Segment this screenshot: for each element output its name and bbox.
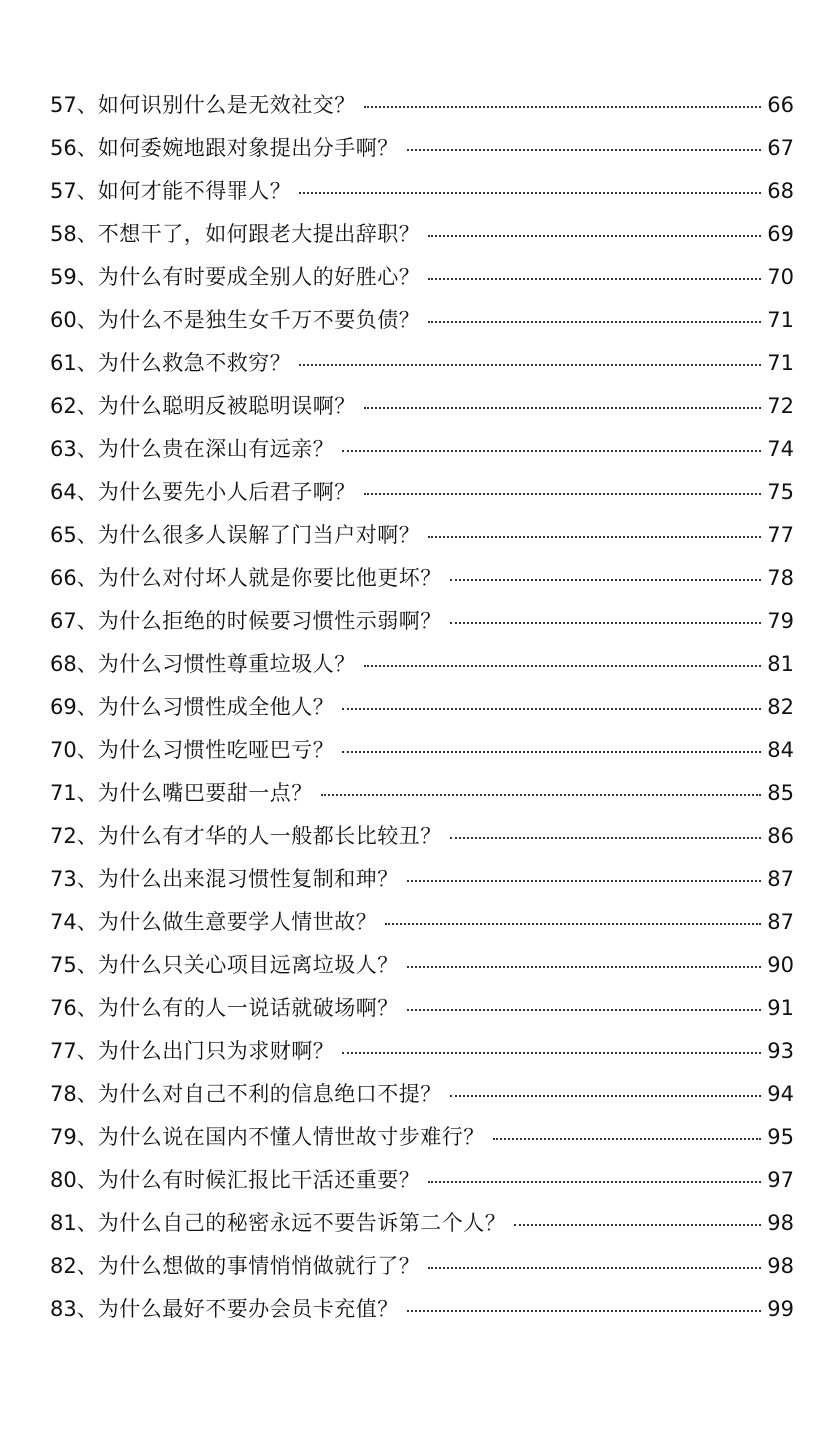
toc-entry[interactable] — [50, 385, 794, 428]
toc-entry[interactable] — [50, 1245, 794, 1288]
toc-entry[interactable] — [50, 471, 794, 514]
toc-entry[interactable] — [50, 600, 794, 643]
toc-entry-number: 80、 — [50, 1168, 98, 1192]
toc-entry-number: 64、 — [50, 480, 98, 504]
toc-entry-number: 66、 — [50, 566, 98, 590]
toc-entry-page-number: 75 — [767, 480, 794, 504]
toc-entry[interactable] — [50, 1288, 794, 1331]
dot-leader — [364, 106, 762, 108]
toc-entry-title: 为什么要先小人后君子啊？ — [97, 480, 356, 504]
dot-leader — [407, 880, 762, 882]
toc-entry-number: 58、 — [50, 222, 98, 246]
toc-entry-number: 62、 — [50, 394, 98, 418]
toc-entry[interactable] — [50, 84, 794, 127]
toc-entry-number: 83、 — [50, 1297, 98, 1321]
toc-entry-title: 为什么自己的秘密永远不要告诉第二个人？ — [97, 1211, 507, 1235]
toc-entry-title: 为什么嘴巴要甜一点？ — [97, 781, 313, 805]
toc-entry-title: 为什么贵在深山有远亲？ — [97, 437, 335, 461]
toc-entry-title: 为什么对自己不利的信息绝口不提？ — [97, 1082, 442, 1106]
toc-entry[interactable] — [50, 428, 794, 471]
toc-entry-number: 57、 — [50, 179, 98, 203]
dot-leader — [407, 149, 762, 151]
toc-entry-page-number: 66 — [767, 93, 794, 117]
toc-entry[interactable] — [50, 901, 794, 944]
toc-entry-page-number: 91 — [767, 996, 794, 1020]
toc-entry-page-number: 98 — [767, 1254, 794, 1278]
dot-leader — [321, 794, 762, 796]
dot-leader — [428, 1181, 761, 1183]
dot-leader — [428, 235, 761, 237]
toc-entry-number: 67、 — [50, 609, 98, 633]
toc-entry[interactable] — [50, 170, 794, 213]
toc-entry-page-number: 74 — [767, 437, 794, 461]
dot-leader — [407, 1310, 762, 1312]
toc-entry[interactable] — [50, 213, 794, 256]
dot-leader — [364, 665, 762, 667]
toc-entry-page-number: 72 — [767, 394, 794, 418]
toc-entry-page-number: 81 — [767, 652, 794, 676]
toc-entry[interactable] — [50, 987, 794, 1030]
toc-entry-number: 79、 — [50, 1125, 98, 1149]
dot-leader — [450, 837, 762, 839]
dot-leader — [428, 321, 761, 323]
toc-entry-number: 69、 — [50, 695, 98, 719]
toc-entry-page-number: 84 — [767, 738, 794, 762]
toc-entry-number: 77、 — [50, 1039, 98, 1063]
toc-entry-title: 为什么对付坏人就是你要比他更坏？ — [97, 566, 442, 590]
toc-entry-page-number: 93 — [767, 1039, 794, 1063]
dot-leader — [407, 966, 762, 968]
toc-entry-number: 70、 — [50, 738, 98, 762]
toc-entry-number: 82、 — [50, 1254, 98, 1278]
toc-entry-page-number: 87 — [767, 910, 794, 934]
toc-entry-page-number: 79 — [767, 609, 794, 633]
toc-entry-page-number: 94 — [767, 1082, 794, 1106]
toc-entry-number: 74、 — [50, 910, 98, 934]
toc-entry-page-number: 70 — [767, 265, 794, 289]
dot-leader — [364, 407, 762, 409]
toc-entry[interactable] — [50, 342, 794, 385]
toc-entry[interactable] — [50, 256, 794, 299]
dot-leader — [342, 751, 761, 753]
dot-leader — [450, 622, 762, 624]
toc-entry-page-number: 71 — [767, 308, 794, 332]
dot-leader — [428, 1267, 761, 1269]
toc-entry[interactable] — [50, 514, 794, 557]
toc-entry-number: 63、 — [50, 437, 98, 461]
toc-entry-title: 如何识别什么是无效社交？ — [97, 93, 356, 117]
toc-entry[interactable] — [50, 299, 794, 342]
toc-entry-title: 为什么出来混习惯性复制和珅？ — [97, 867, 399, 891]
dot-leader — [342, 450, 761, 452]
toc-entry-number: 60、 — [50, 308, 98, 332]
toc-entry[interactable] — [50, 686, 794, 729]
toc-entry-title: 为什么习惯性吃哑巴亏？ — [97, 738, 335, 762]
toc-entry[interactable] — [50, 944, 794, 987]
toc-entry-number: 61、 — [50, 351, 98, 375]
dot-leader — [342, 1052, 761, 1054]
toc-entry-page-number: 97 — [767, 1168, 794, 1192]
toc-entry[interactable] — [50, 1116, 794, 1159]
toc-entry-page-number: 77 — [767, 523, 794, 547]
toc-entry-page-number: 85 — [767, 781, 794, 805]
toc-entry-page-number: 78 — [767, 566, 794, 590]
toc-entry-number: 68、 — [50, 652, 98, 676]
toc-entry-number: 59、 — [50, 265, 98, 289]
toc-entry[interactable] — [50, 772, 794, 815]
dot-leader — [450, 1095, 762, 1097]
toc-entry-title: 为什么有的人一说话就破场啊？ — [97, 996, 399, 1020]
toc-entry-number: 75、 — [50, 953, 98, 977]
toc-entry[interactable] — [50, 1159, 794, 1202]
toc-entry[interactable] — [50, 815, 794, 858]
toc-entry-title: 为什么聪明反被聪明误啊？ — [97, 394, 356, 418]
toc-entry-number: 81、 — [50, 1211, 98, 1235]
toc-entry-number: 65、 — [50, 523, 98, 547]
dot-leader — [450, 579, 762, 581]
toc-entry-page-number: 82 — [767, 695, 794, 719]
dot-leader — [428, 536, 761, 538]
toc-entry-title: 为什么习惯性尊重垃圾人？ — [97, 652, 356, 676]
toc-entry-number: 72、 — [50, 824, 98, 848]
toc-entry-number: 57、 — [50, 93, 98, 117]
toc-entry-title: 为什么想做的事情悄悄做就行了？ — [97, 1254, 421, 1278]
toc-entry-page-number: 67 — [767, 136, 794, 160]
toc-entry-page-number: 71 — [767, 351, 794, 375]
dot-leader — [428, 278, 761, 280]
toc-entry-title: 为什么说在国内不懂人情世故寸步难行？ — [97, 1125, 485, 1149]
dot-leader — [407, 1009, 762, 1011]
toc-entry-title: 为什么最好不要办会员卡充值？ — [97, 1297, 399, 1321]
toc-entry-title: 不想干了，如何跟老大提出辞职？ — [97, 222, 421, 246]
toc-entry-page-number: 99 — [767, 1297, 794, 1321]
dot-leader — [299, 192, 761, 194]
dot-leader — [385, 923, 761, 925]
toc-entry-number: 73、 — [50, 867, 98, 891]
table-of-contents — [50, 84, 794, 1331]
toc-entry-title: 为什么很多人误解了门当户对啊？ — [97, 523, 421, 547]
toc-entry-title: 为什么有才华的人一般都长比较丑？ — [97, 824, 442, 848]
toc-entry-page-number: 68 — [767, 179, 794, 203]
dot-leader — [493, 1138, 762, 1140]
toc-entry[interactable] — [50, 643, 794, 686]
toc-entry-page-number: 90 — [767, 953, 794, 977]
toc-entry[interactable] — [50, 127, 794, 170]
toc-entry-title: 如何才能不得罪人？ — [97, 179, 292, 203]
toc-entry-title: 为什么只关心项目远离垃圾人？ — [97, 953, 399, 977]
toc-entry-number: 56、 — [50, 136, 98, 160]
toc-entry[interactable] — [50, 1202, 794, 1245]
toc-entry-title: 如何委婉地跟对象提出分手啊？ — [97, 136, 399, 160]
toc-entry-title: 为什么做生意要学人情世故？ — [97, 910, 378, 934]
toc-entry[interactable] — [50, 1073, 794, 1116]
toc-entry-number: 71、 — [50, 781, 98, 805]
toc-entry-page-number: 95 — [767, 1125, 794, 1149]
toc-entry[interactable] — [50, 858, 794, 901]
toc-entry[interactable] — [50, 1030, 794, 1073]
toc-entry-page-number: 98 — [767, 1211, 794, 1235]
toc-entry-number: 78、 — [50, 1082, 98, 1106]
dot-leader — [364, 493, 762, 495]
dot-leader — [342, 708, 761, 710]
dot-leader — [514, 1224, 761, 1226]
toc-entry-page-number: 87 — [767, 867, 794, 891]
toc-entry[interactable] — [50, 557, 794, 600]
toc-entry-title: 为什么有时候汇报比干活还重要？ — [97, 1168, 421, 1192]
toc-entry-title: 为什么出门只为求财啊？ — [97, 1039, 335, 1063]
toc-entry[interactable] — [50, 729, 794, 772]
toc-entry-number: 76、 — [50, 996, 98, 1020]
dot-leader — [299, 364, 761, 366]
toc-entry-title: 为什么有时要成全别人的好胜心？ — [97, 265, 421, 289]
toc-entry-title: 为什么不是独生女千万不要负债？ — [97, 308, 421, 332]
toc-entry-title: 为什么救急不救穷？ — [97, 351, 292, 375]
toc-entry-title: 为什么习惯性成全他人？ — [97, 695, 335, 719]
toc-entry-page-number: 86 — [767, 824, 794, 848]
toc-entry-title: 为什么拒绝的时候要习惯性示弱啊？ — [97, 609, 442, 633]
toc-entry-page-number: 69 — [767, 222, 794, 246]
